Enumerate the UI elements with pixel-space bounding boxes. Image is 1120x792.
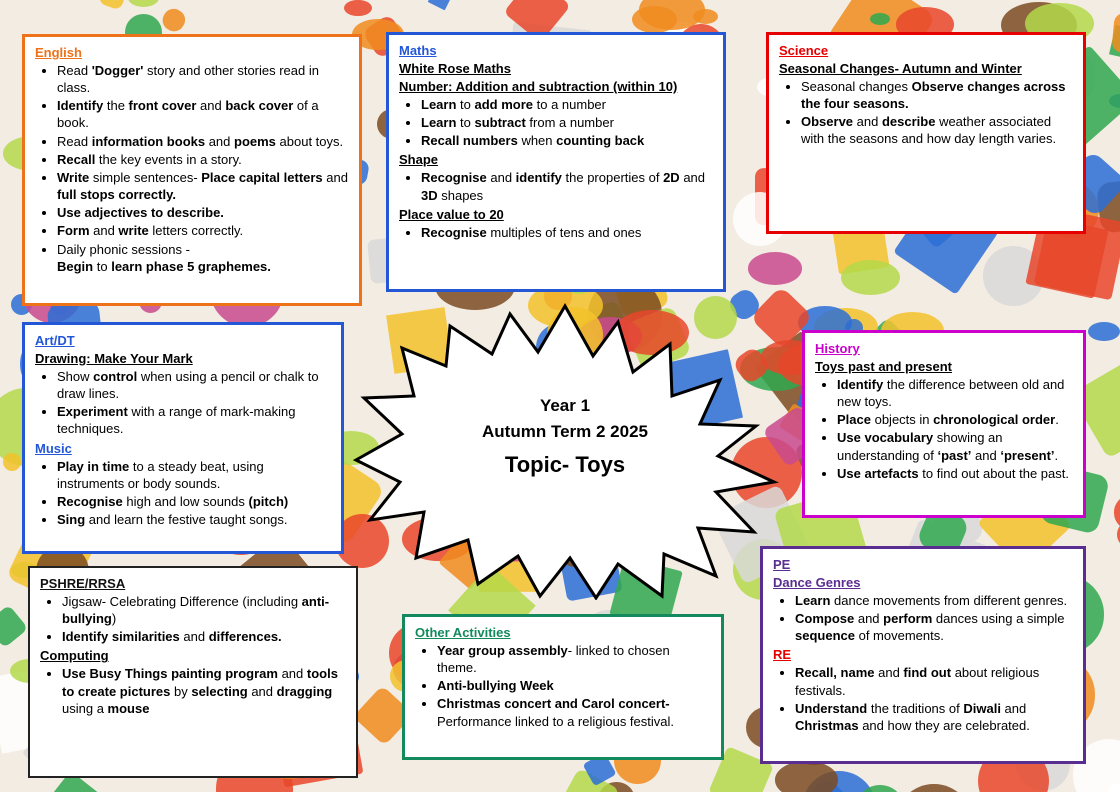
list-item: • Understand the traditions of Diwali and Christmas and how they are celebrated. (795, 700, 1073, 734)
pe-list (773, 592, 1073, 644)
subject-box-history (802, 330, 1086, 518)
list-item: • Year group assembly- linked to chosen theme. (437, 642, 711, 676)
maths-shape-heading: Shape (399, 152, 439, 168)
artdt-subtitle: Drawing: Make Your Mark (35, 351, 193, 366)
science-title: Science (779, 43, 829, 58)
list-item: • Read information books and poems about toys. (57, 133, 349, 150)
english-title: English (35, 45, 82, 60)
list-item: • Write simple sentences- Place capital letters and full stops correctly. (57, 169, 349, 203)
re-list (773, 664, 1073, 734)
list-item: • Jigsaw- Celebrating Difference (including anti-bullying) (62, 593, 346, 627)
computing-list (40, 665, 346, 716)
list-item: • Recall numbers when counting back (421, 132, 713, 149)
list-item: • Form and write letters correctly. (57, 222, 349, 239)
subject-box-english (22, 34, 362, 306)
history-list (815, 376, 1073, 482)
centre-term: Autumn Term 2 2025 (482, 422, 648, 441)
list-item: • Learn dance movements from different genres. (795, 592, 1073, 609)
history-subtitle: Toys past and present (815, 359, 953, 374)
science-list (779, 78, 1073, 148)
artdt-list (35, 368, 331, 438)
other-list (415, 642, 711, 730)
list-item: • Read 'Dogger' story and other stories read in class. (57, 62, 349, 96)
music-title: Music (35, 440, 72, 456)
artdt-title: Art/DT (35, 333, 75, 348)
centre-year: Year 1 (539, 396, 591, 415)
maths-title: Maths (399, 43, 437, 58)
maths-shape-list (399, 169, 713, 203)
maths-number-heading: Number: Addition and subtraction (within 10) (399, 79, 678, 94)
list-item: • Recall the key events in a story. (57, 151, 349, 168)
list-item: • Play in time to a steady beat, using instruments or body sounds. (57, 458, 331, 492)
computing-title: Computing (40, 648, 109, 664)
list-item: • Experiment with a range of mark-making techniques. (57, 403, 331, 437)
subject-box-pe (760, 546, 1086, 764)
list-item: • Seasonal changes Observe changes across the four seasons. (801, 78, 1073, 112)
re-title: RE (773, 647, 792, 663)
subject-box-art-dt (22, 322, 344, 554)
list-item: • Show control when using a pencil or chalk to draw lines. (57, 368, 331, 402)
centre-starburst (350, 300, 780, 600)
maths-place-value-list (399, 224, 713, 241)
list-item: • Use vocabulary showing an understanding of ‘past’ and ‘present’. (837, 429, 1073, 463)
list-item: • Use artefacts to find out about the past. (837, 465, 1073, 482)
pshre-list (40, 593, 346, 645)
subject-box-other-activities (402, 614, 724, 760)
list-item: • Christmas concert and Carol concert- Performance linked to a religious festival. (437, 695, 711, 729)
list-item: • Learn to add more to a number (421, 96, 713, 113)
list-item: • Use adjectives to describe. (57, 204, 349, 221)
list-item: • Observe and describe weather associated with the seasons and how day length varies. (801, 113, 1073, 147)
list-item: • Identify similarities and differences. (62, 628, 346, 645)
list-item: • Identify the difference between old and new toys. (837, 376, 1073, 410)
centre-topic: Topic- Toys (504, 452, 626, 477)
list-item: • Recognise multiples of tens and ones (421, 224, 713, 241)
list-item: • Recognise high and low sounds (pitch) (57, 493, 331, 510)
subject-box-maths (386, 32, 726, 292)
subject-box-pshre-rrsa (28, 566, 358, 778)
list-item: • Learn to subtract from a number (421, 114, 713, 131)
list-item: • Sing and learn the festive taught songs. (57, 511, 331, 528)
pe-title: PE (773, 557, 791, 572)
list-item: • Use Busy Things painting program and tools to create pictures by selecting and dragging using a mouse (62, 665, 346, 716)
list-item: • Compose and perform dances using a simple sequence of movements. (795, 610, 1073, 644)
list-item: • Identify the front cover and back cover of a book. (57, 97, 349, 131)
list-item: • Recall, name and find out about religious festivals. (795, 664, 1073, 698)
music-list (35, 458, 331, 529)
english-list (35, 62, 349, 275)
subject-box-science (766, 32, 1086, 234)
pe-subtitle: Dance Genres (773, 575, 861, 590)
maths-number-list (399, 96, 713, 149)
list-item: • Place objects in chronological order. (837, 411, 1073, 428)
list-item: • Anti-bullying Week (437, 677, 711, 694)
list-item: • Daily phonic sessions - Begin to learn phase 5 graphemes. (57, 241, 349, 275)
other-title: Other Activities (415, 625, 511, 640)
history-title: History (815, 341, 860, 356)
list-item: • Recognise and identify the properties of 2D and 3D shapes (421, 169, 713, 203)
maths-place-value-heading: Place value to 20 (399, 206, 504, 222)
science-subtitle: Seasonal Changes- Autumn and Winter (779, 61, 1022, 76)
maths-scheme: White Rose Maths (399, 61, 511, 76)
pshre-title: PSHRE/RRSA (40, 576, 126, 591)
